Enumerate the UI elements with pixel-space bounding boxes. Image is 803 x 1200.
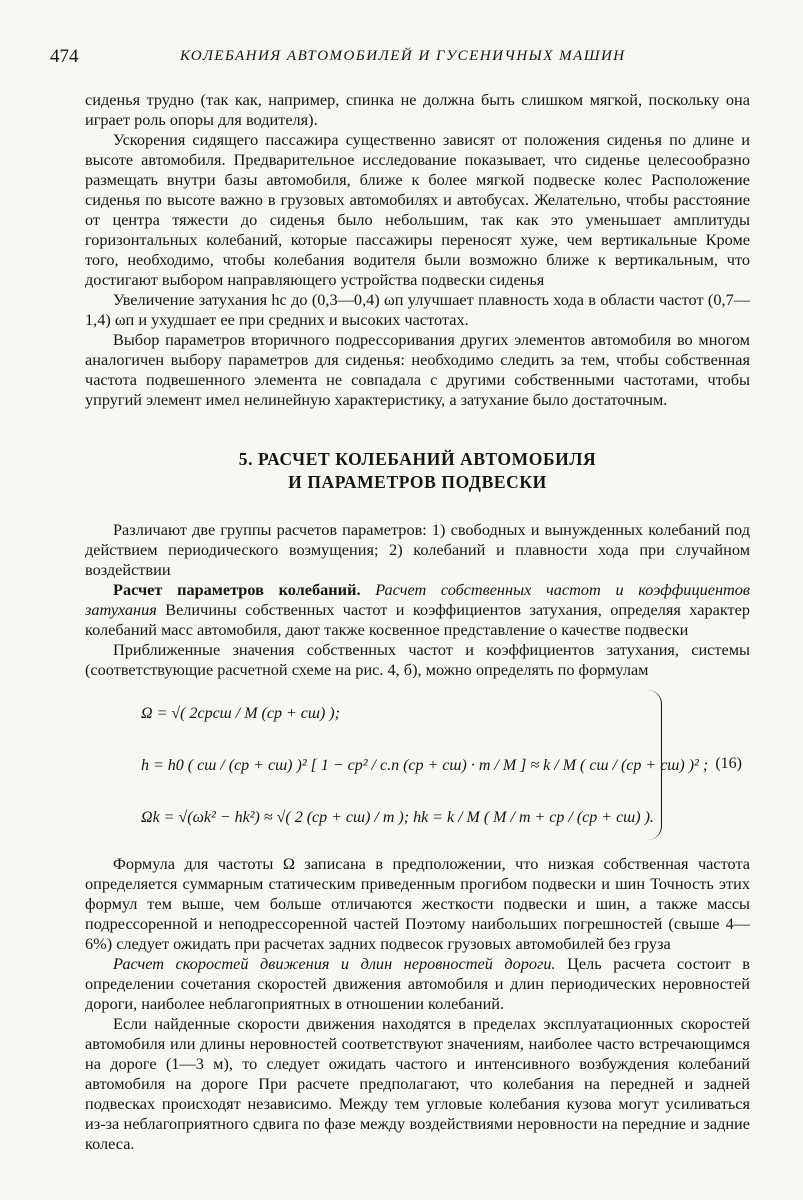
paragraph-bold-lead: Расчет параметров колебаний.	[113, 580, 361, 599]
paragraph: Формула для частоты Ω записана в предположении, что низкая собственная частота определяется суммарным статическим приведенным прогибом подвески и шин Точность этих формул тем выше, чем больше отличаются жесткости подвески и шин, а также массы подрессоренной и неподрессоренной частей Поэтому наибольших погрешностей (свыше 4—6%) следует ожидать при расчетах задних подвесок грузовых автомобилей без груза	[85, 854, 750, 953]
formula-line-1: Ω = √( 2cрcш / M (cр + cш) );	[141, 705, 340, 722]
formula-brace	[645, 690, 662, 840]
paragraph: Увеличение затухания hc до (0,3—0,4) ωп улучшает плавность хода в области частот (0,7—1,4) ωп и ухудшает ее при средних и высоких частотах.	[85, 290, 750, 329]
paragraph: Выбор параметров вторичного подрессоривания других элементов автомобиля во многом аналогичен выбору параметров для сиденья: необходимо следить за тем, чтобы собственная частота подвешенного элемента не совпадала с другими собственными частотами, чтобы упругий элемент имел нелинейную характеристику, а затухание было достаточным.	[85, 330, 750, 409]
section-title-line-1: 5. РАСЧЕТ КОЛЕБАНИЙ АВТОМОБИЛЯ	[238, 449, 597, 469]
paragraph-text: Величины собственных частот и коэффициентов затухания, определяя характер колебаний масс автомобиля, дают также косвенное представление о качестве подвески	[85, 600, 750, 639]
paragraph-italic-lead: Расчет скоростей движения и длин неровностей дороги.	[113, 954, 556, 973]
section-title	[85, 448, 750, 494]
equation-number: (16)	[715, 755, 742, 772]
paragraph: Если найденные скорости движения находятся в пределах эксплуатационных скоростей автомобиля или длины неровностей соответствуют значениям, наиболее часто встречающимся на дороге (1—3 м), то следует ожидать частого и интенсивного возбуждения колебаний автомобиля на дороге При расчете предполагают, что колебания на передней и задней подвесках происходят независимо. Между тем угловые колебания кузова могут усиливаться из-за неблагоприятного сдвига по фазе между воздействиями неровности на передние и задние колеса.	[85, 1014, 750, 1153]
page-number: 474	[50, 46, 79, 67]
page-body	[85, 90, 750, 1154]
paragraph-text: Цель расчета состоит в определении сочетания скоростей движения автомобиля и длин периодических неровностей дороги, наиболее неблагоприятных в отношении колебаний.	[85, 954, 750, 1013]
paragraph: Ускорения сидящего пассажира существенно зависят от положения сиденья по длине и высоте автомобиля. Предварительное исследование показывает, что сиденье целесообразно размещать внутри базы автомобиля, ближе к более мягкой подвеске колес Расположение сиденья по высоте важно в грузовых автомобилях и автобусах. Желательно, чтобы расстояние от центра тяжести до сиденья было небольшим, так как это уменьшает амплитуды горизонтальных колебаний, которые пассажиры переносят хуже, чем вертикальные Кроме того, необходимо, чтобы колебания водителя были возможно ближе к вертикальным, что достигают выбором направляющего устройства подвески сиденья	[85, 130, 750, 289]
formula-block	[85, 694, 750, 844]
paragraph: Приближенные значения собственных частот и коэффициентов затухания, системы (соответствующие расчетной схеме на рис. 4, б), можно определять по формулам	[85, 640, 750, 679]
page-header	[50, 40, 758, 70]
formula-line-3: Ωk = √(ωk² − hk²) ≈ √( 2 (cр + cш) / m ); hk = k / M ( M / m + cр / (cр + cш) ).	[141, 809, 654, 826]
paragraph: сиденья трудно (так как, например, спинка не должна быть слишком мягкой, поскольку она играет роль опоры для водителя).	[85, 90, 750, 129]
paragraph-italic-lead: Расчет собственных частот и коэффициентов затухания	[85, 580, 750, 619]
formula-line-2: h = h0 ( cш / (cр + cш) )² [ 1 − cр² / c.п (cр + cш) · m / M ] ≈ k / M ( cш / (cр + cш) )² ;	[141, 757, 709, 774]
running-title: КОЛЕБАНИЯ АВТОМОБИЛЕЙ И ГУСЕНИЧНЫХ МАШИН	[180, 48, 626, 64]
paragraph: Различают две группы расчетов параметров: 1) свободных и вынужденных колебаний под действием периодического возмущения; 2) колебаний и плавности хода при случайном воздействии	[85, 520, 750, 579]
section-title-line-2: И ПАРАМЕТРОВ ПОДВЕСКИ	[288, 472, 547, 492]
paragraph	[85, 580, 750, 640]
paragraph	[85, 954, 750, 1014]
